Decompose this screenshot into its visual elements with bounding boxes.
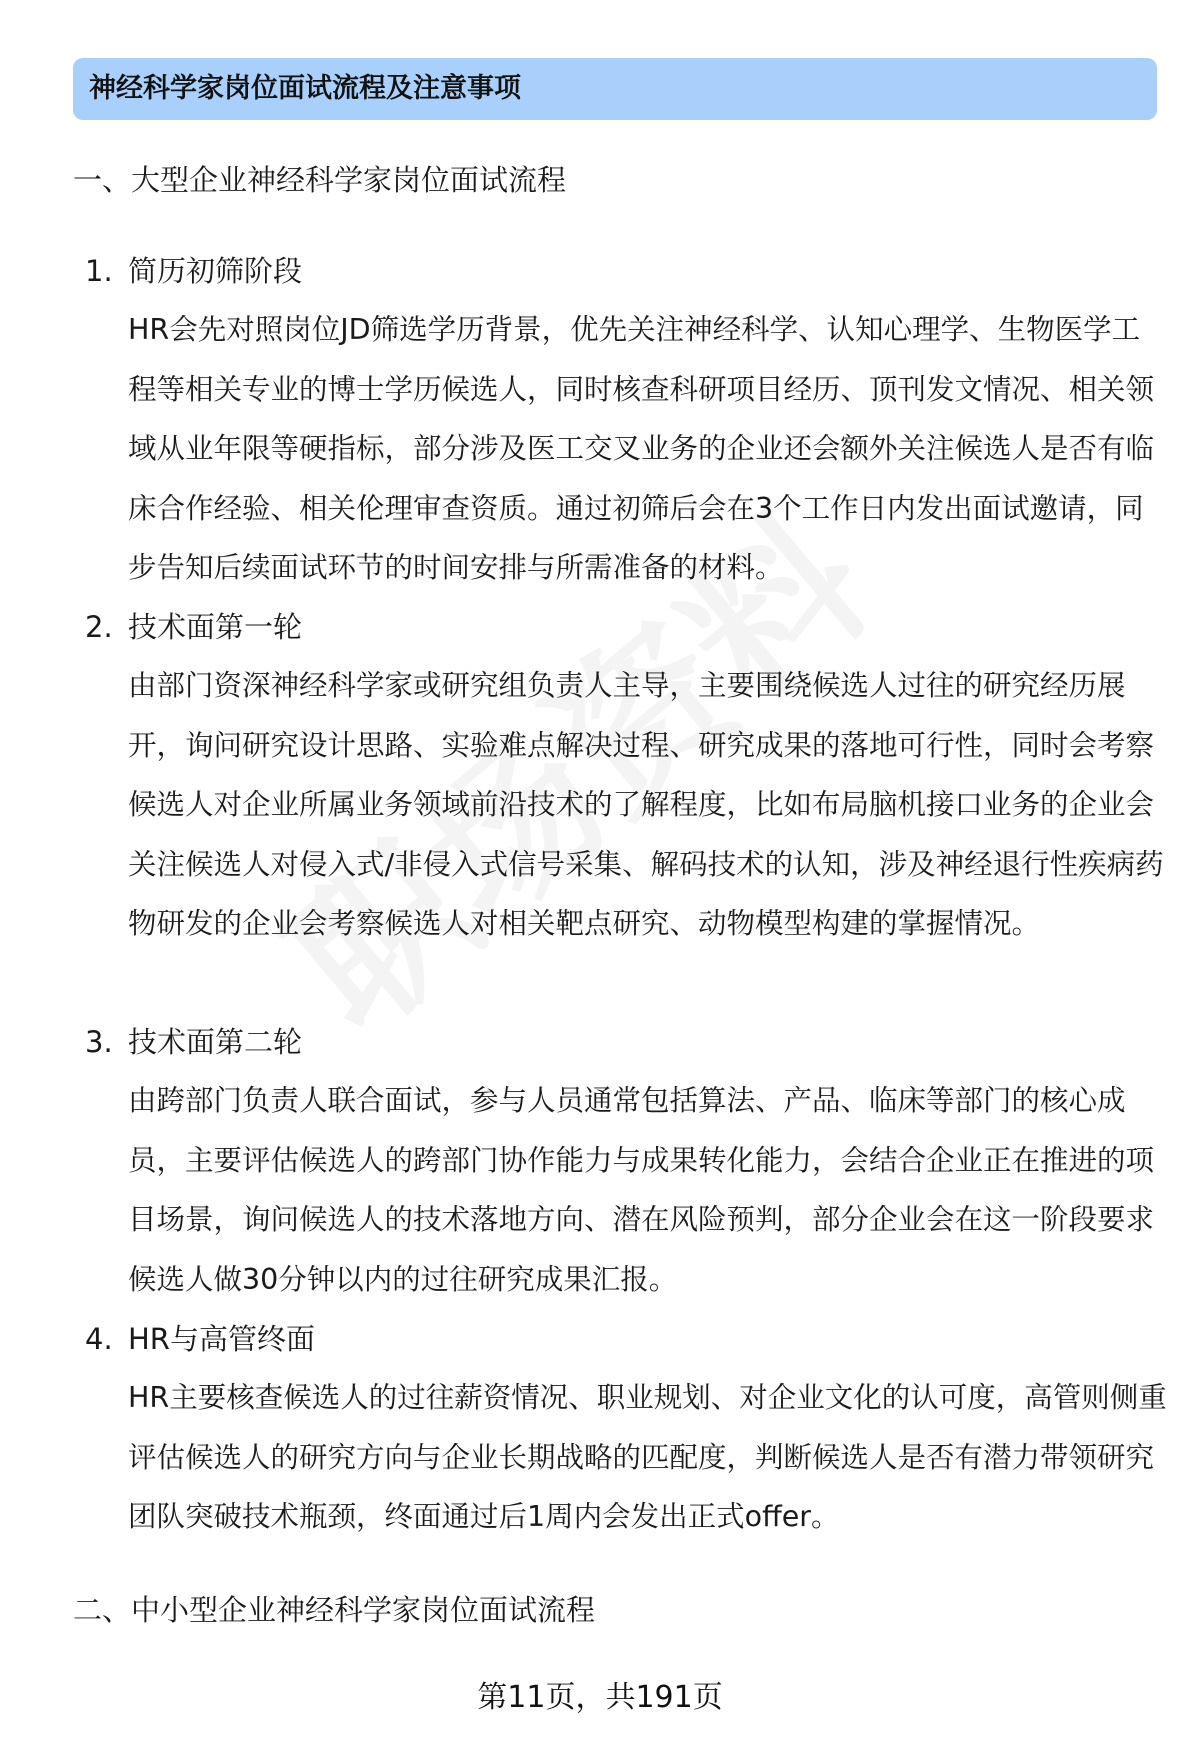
item-title: 技术面第二轮 [128,1025,303,1059]
item-body: HR会先对照岗位JD筛选学历背景，优先关注神经科学、认知心理学、生物医学工程等相关专业的博士学历候选人，同时核查科研项目经历、顶刊发文情况、相关领域从业年限等硬指标，部分涉及医工交叉业务的企业还会额外关注候选人是否有临床合作经验、相关伦理审查资质。通过初筛后会在3个工作日内发出面试邀请，同步告知后续面试环节的时间安排与所需准备的材料。 [128,313,1155,584]
list-item [73,242,1163,598]
item-title: 简历初筛阶段 [128,254,303,288]
item-title: HR与高管终面 [128,1322,315,1356]
item-body: HR主要核查候选人的过往薪资情况、职业规划、对企业文化的认可度，高管则侧重评估候选人的研究方向与企业长期战略的匹配度，判断候选人是否有潜力带领研究团队突破技术瓶颈，终面通过后1周内会发出正式offer。 [128,1381,1167,1533]
item-number: 4. [85,1322,113,1356]
title-banner [73,58,1157,120]
list-item [73,1013,1163,1309]
list-item [73,1310,1167,1547]
section-heading-1: 一、大型企业神经科学家岗位面试流程 [73,163,567,197]
item-number: 1. [85,254,113,288]
item-title: 技术面第一轮 [128,610,303,644]
list-item [73,598,1163,954]
page-title: 神经科学家岗位面试流程及注意事项 [89,73,521,104]
item-number: 3. [85,1025,113,1059]
item-number: 2. [85,610,113,644]
item-body: 由跨部门负责人联合面试，参与人员通常包括算法、产品、临床等部门的核心成员，主要评估候选人的跨部门协作能力与成果转化能力，会结合企业正在推进的项目场景，询问候选人的技术落地方向、潜在风险预判，部分企业会在这一阶段要求候选人做30分钟以内的过往研究成果汇报。 [128,1084,1155,1296]
item-body: 由部门资深神经科学家或研究组负责人主导，主要围绕候选人过往的研究经历展开，询问研究设计思路、实验难点解决过程、研究成果的落地可行性，同时会考察候选人对企业所属业务领域前沿技术的了解程度，比如布局脑机接口业务的企业会关注候选人对侵入式/非侵入式信号采集、解码技术的认知，涉及神经退行性疾病药物研发的企业会考察候选人对相关靶点研究、动物模型构建的掌握情况。 [128,669,1164,940]
section-heading-2: 二、中小型企业神经科学家岗位面试流程 [73,1593,596,1627]
page-number: 第11页，共191页 [477,1680,723,1715]
